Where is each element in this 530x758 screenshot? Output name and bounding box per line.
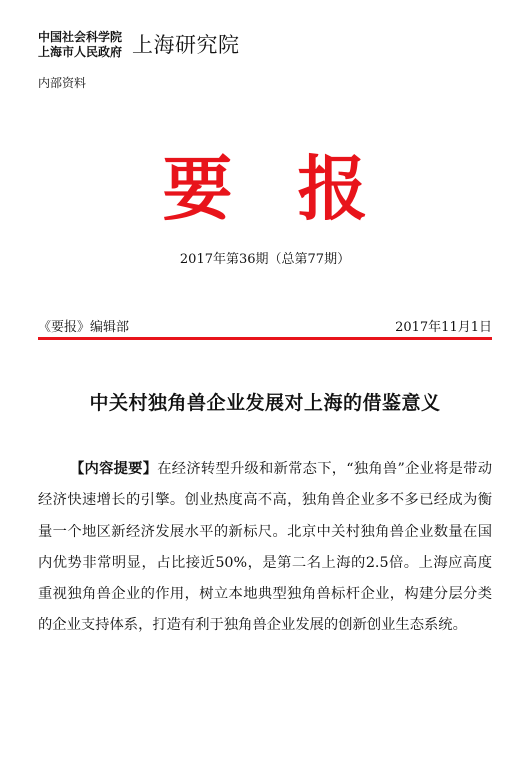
- red-divider: [38, 337, 492, 340]
- editorial-department: 《要报》编辑部: [38, 320, 130, 335]
- abstract-label: 【内容提要】: [70, 461, 158, 477]
- issue-number: 2017年第36期（总第77期）: [179, 252, 351, 267]
- organization-names: [38, 30, 122, 60]
- abstract-paragraph: [38, 454, 492, 642]
- masthead-title: 要报: [162, 148, 433, 230]
- article-title: 中关村独角兽企业发展对上海的借鉴意义: [89, 392, 441, 414]
- org-cass: 中国社会科学院: [38, 30, 123, 44]
- issuing-organizations: [38, 30, 240, 60]
- org-shanghai-government: 上海市人民政府: [38, 45, 123, 59]
- institute-name: 上海研究院: [132, 33, 240, 57]
- publication-date: 2017年11月1日: [395, 320, 492, 335]
- classification-label: 内部资料: [38, 76, 87, 90]
- document-header: [38, 30, 240, 91]
- editorial-info-row: [38, 316, 492, 335]
- abstract-text: 在经济转型升级和新常态下，“独角兽”企业将是带动经济快速增长的引擎。创业热度高不高，独角兽企业多不多已经成为衡量一个地区新经济发展水平的新标尺。北京中关村独角兽企业数量在国内优势非常明显，占比接近50%，是第二名上海的2.5倍。上海应高度重视独角兽企业的作用，树立本地典型独角兽标杆企业，构建分层分类的企业支持体系，打造有利于独角兽企业发展的创新创业生态系统。: [38, 461, 492, 634]
